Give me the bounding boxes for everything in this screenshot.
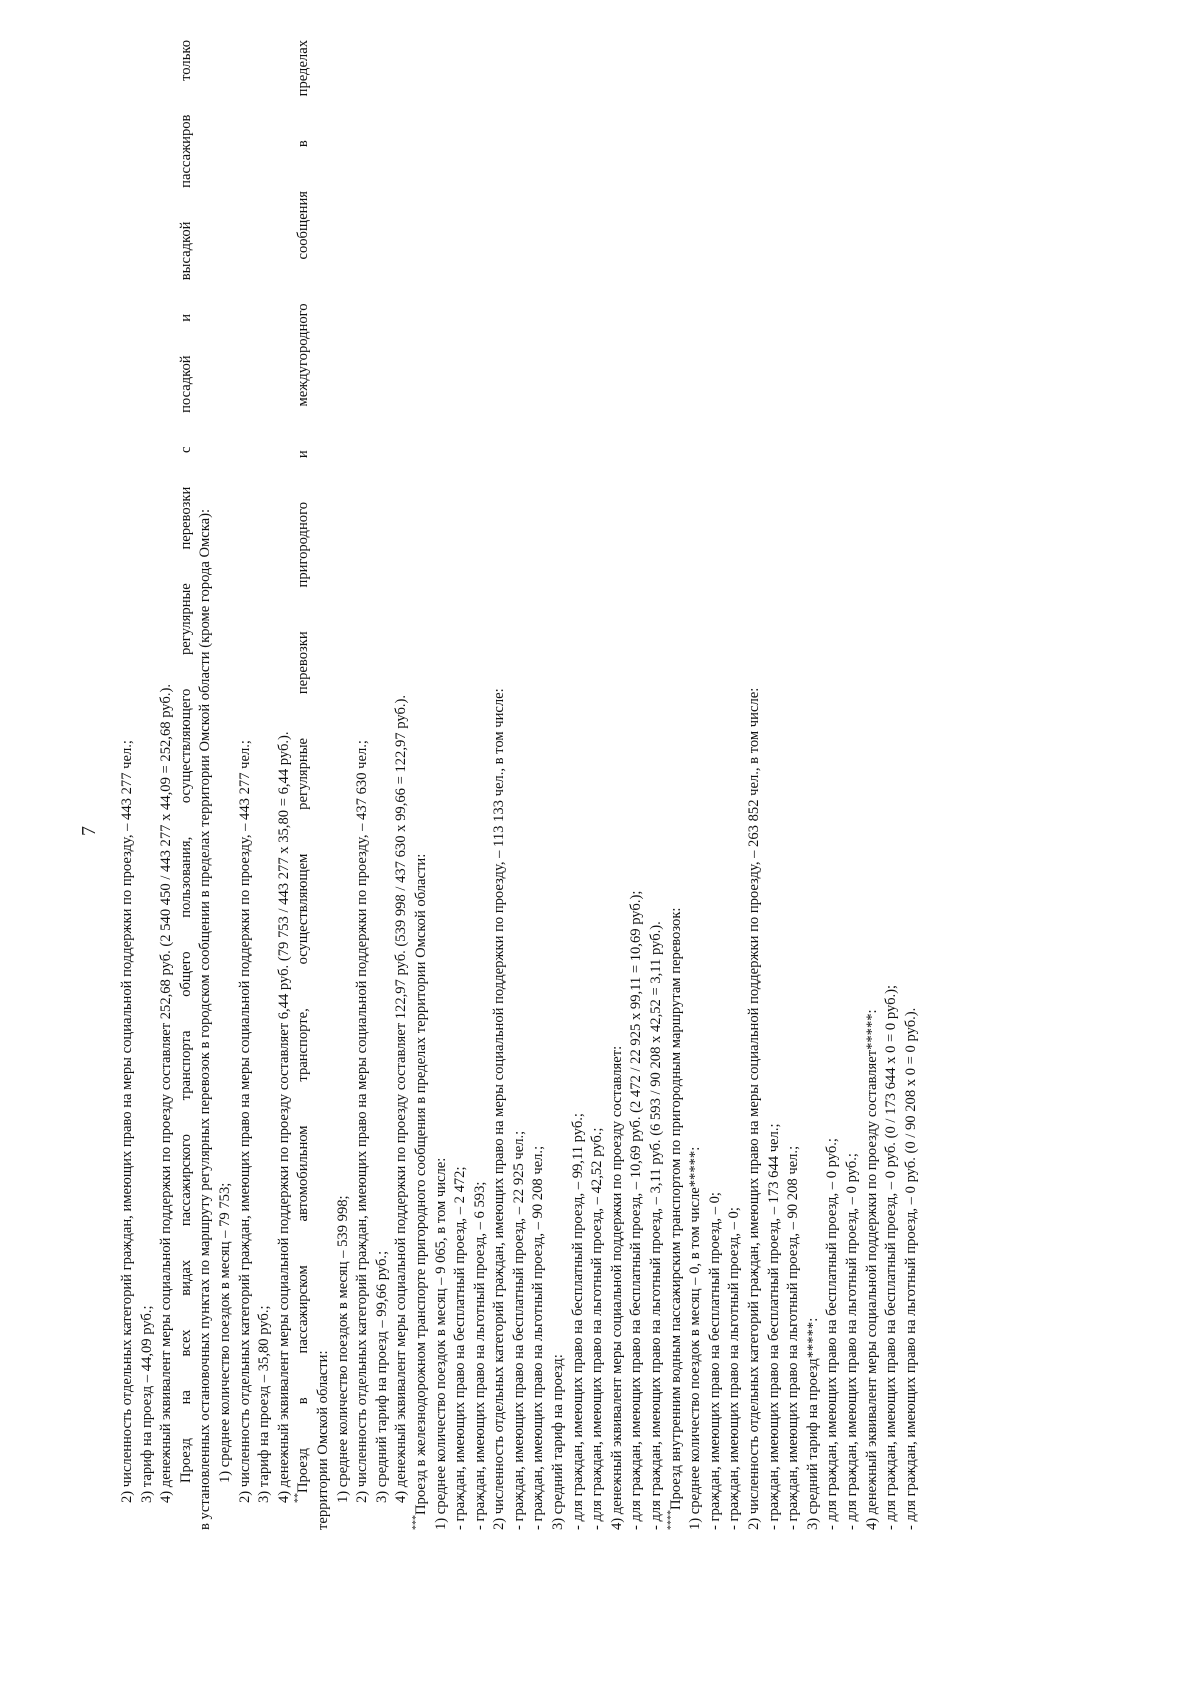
footnote-heading-line bbox=[294, 40, 314, 1530]
line-text: Проезд на всех видах пассажирского транспорта общего пользования, осуществляющего регулярные перевозки с посадкой и высадкой пассажиров только bbox=[177, 40, 194, 1483]
text-line bbox=[275, 40, 295, 1530]
text-line bbox=[471, 40, 491, 1530]
line-text: территории Омской области: bbox=[314, 1350, 331, 1530]
text-line bbox=[823, 40, 843, 1530]
line-text: 3) средний тариф на проезд*****: bbox=[804, 1317, 821, 1530]
text-line bbox=[373, 40, 393, 1530]
text-line bbox=[353, 40, 373, 1530]
line-text: 1) среднее количество поездок в месяц – 0, в том числе*****: bbox=[687, 1146, 704, 1530]
line-text: Проезд внутренним водным пассажирским транспортом по пригородным маршрутам перевозок: bbox=[667, 907, 684, 1510]
document-body bbox=[118, 40, 978, 1530]
text-line bbox=[745, 40, 765, 1530]
line-text: Проезд в железнодорожном транспорте пригородного сообщения в пределах территории Омской области: bbox=[412, 853, 429, 1515]
line-text: Проезд в пассажирском автомобильном транспорте, осуществляющем регулярные перевозки пригородного и междугородного сообщения в пределах bbox=[295, 40, 312, 1493]
line-text: 3) средний тариф на проезд – 99,66 руб.; bbox=[373, 1250, 390, 1503]
footnote-marker: ** bbox=[293, 1493, 305, 1503]
line-text: - граждан, имеющих право на льготный проезд, – 6 593; bbox=[471, 1181, 488, 1530]
line-text: - граждан, имеющих право на бесплатный проезд, – 0; bbox=[706, 1192, 723, 1530]
text-line bbox=[490, 40, 510, 1530]
text-line bbox=[236, 40, 256, 1530]
text-line bbox=[627, 40, 647, 1530]
line-text: 4) денежный эквивалент меры социальной поддержки по проезду составляет 6,44 руб. (79 753 / 443 277 х 35,80 = 6,44 руб.). bbox=[275, 731, 292, 1503]
line-text: - для граждан, имеющих право на льготный проезд, – 0 руб. (0 / 90 208 х 0 = 0 руб.). bbox=[902, 1007, 919, 1530]
text-line bbox=[843, 40, 863, 1530]
line-text: - для граждан, имеющих право на льготный проезд, – 3,11 руб. (6 593 / 90 208 х 42,52 = 3,11 руб.). bbox=[648, 921, 665, 1530]
text-line bbox=[216, 40, 236, 1530]
footnote-marker: *** bbox=[411, 1515, 423, 1530]
text-line bbox=[725, 40, 745, 1530]
footnote-marker: **** bbox=[665, 1510, 677, 1530]
line-text: 1) среднее количество поездок в месяц – 79 753; bbox=[216, 1182, 233, 1483]
text-line bbox=[314, 40, 334, 1530]
text-line bbox=[529, 40, 549, 1530]
line-text: - для граждан, имеющих право на бесплатный проезд, – 0 руб. (0 / 173 644 х 0 = 0 руб.); bbox=[883, 984, 900, 1530]
text-line bbox=[588, 40, 608, 1530]
text-line bbox=[392, 40, 412, 1530]
text-line bbox=[118, 40, 138, 1530]
line-text: 4) денежный эквивалент меры социальной поддержки по проезду составляет*****: bbox=[863, 1009, 880, 1530]
text-line bbox=[138, 40, 158, 1530]
text-line bbox=[686, 40, 706, 1530]
line-text: - для граждан, имеющих право на бесплатный проезд, – 0 руб.; bbox=[824, 1138, 841, 1530]
text-line bbox=[510, 40, 530, 1530]
text-line bbox=[804, 40, 824, 1530]
text-line bbox=[549, 40, 569, 1530]
line-text: - для граждан, имеющих право на бесплатный проезд, – 10,69 руб. (2 472 / 22 925 х 99,11 = 10,69 руб.); bbox=[628, 890, 645, 1530]
text-line bbox=[647, 40, 667, 1530]
line-text: 3) средний тариф на проезд: bbox=[550, 1354, 567, 1530]
line-text: 2) численность отдельных категорий граждан, имеющих право на меры социальной поддержки по проезду, – 437 630 чел.; bbox=[354, 740, 371, 1503]
text-line bbox=[177, 40, 197, 1530]
line-text: - граждан, имеющих право на бесплатный проезд, – 2 472; bbox=[452, 1166, 469, 1530]
text-line bbox=[706, 40, 726, 1530]
text-line bbox=[863, 40, 883, 1530]
line-text: 1) среднее количество поездок в месяц – 539 998; bbox=[334, 1195, 351, 1503]
line-text: 2) численность отдельных категорий граждан, имеющих право на меры социальной поддержки по проезду, – 263 852 чел., в том числе: bbox=[746, 687, 762, 1530]
line-text: 2) численность отдельных категорий граждан, имеющих право на меры социальной поддержки по проезду, – 443 277 чел.; bbox=[236, 740, 253, 1503]
line-text: в установленных остановочных пунктах по маршруту регулярных перевозок в городском сообщении в пределах территории Омской области (кроме города Омска): bbox=[197, 508, 214, 1530]
line-text: 3) тариф на проезд – 44,09 руб.; bbox=[138, 1305, 155, 1503]
text-line bbox=[882, 40, 902, 1530]
line-text: - для граждан, имеющих право на льготный проезд, – 42,52 руб.; bbox=[589, 1127, 606, 1530]
text-line bbox=[157, 40, 177, 1530]
line-text: 1) среднее количество поездок в месяц – 9 065, в том числе: bbox=[432, 1157, 449, 1530]
line-text: 4) денежный эквивалент меры социальной поддержки по проезду составляет 252,68 руб. (2 540 450 / 443 277 х 44,09 = 252,68 руб.). bbox=[158, 684, 175, 1503]
text-line bbox=[432, 40, 452, 1530]
line-text: - граждан, имеющих право на бесплатный проезд, – 22 925 чел.; bbox=[510, 1130, 527, 1530]
text-line bbox=[255, 40, 275, 1530]
text-line bbox=[784, 40, 804, 1530]
text-line bbox=[608, 40, 628, 1530]
text-line bbox=[451, 40, 471, 1530]
text-line bbox=[569, 40, 589, 1530]
line-text: - для граждан, имеющих право на льготный проезд, – 0 руб.; bbox=[843, 1153, 860, 1530]
text-line bbox=[902, 40, 922, 1530]
line-text: - граждан, имеющих право на льготный проезд, – 0; bbox=[726, 1207, 743, 1530]
line-text: - граждан, имеющих право на льготный проезд, – 90 208 чел.; bbox=[530, 1145, 547, 1530]
line-text: - для граждан, имеющих право на бесплатный проезд, – 99,11 руб.; bbox=[569, 1113, 586, 1530]
text-line bbox=[765, 40, 785, 1530]
line-text: 4) денежный эквивалент меры социальной поддержки по проезду составляет: bbox=[608, 1045, 625, 1530]
footnote-heading-line bbox=[412, 40, 432, 1530]
footnote-heading-line bbox=[667, 40, 687, 1530]
line-text: - граждан, имеющих право на бесплатный проезд, – 173 644 чел.; bbox=[765, 1123, 782, 1530]
line-text: - граждан, имеющих право на льготный проезд, – 90 208 чел.; bbox=[785, 1145, 802, 1530]
line-text: 4) денежный эквивалент меры социальной поддержки по проезду составляет 122,97 руб. (539 998 / 437 630 х 99,66 = 122,97 руб.). bbox=[393, 694, 410, 1503]
text-line bbox=[334, 40, 354, 1530]
text-line bbox=[196, 40, 216, 1530]
line-text: 2) численность отдельных категорий граждан, имеющих право на меры социальной поддержки по проезду, – 113 133 чел., в том числе: bbox=[491, 688, 508, 1530]
page-number: 7 bbox=[78, 826, 100, 836]
line-text: 3) тариф на проезд – 35,80 руб.; bbox=[256, 1305, 273, 1503]
line-text: 2) численность отдельных категорий граждан, имеющих право на меры социальной поддержки по проезду, – 443 277 чел.; bbox=[119, 740, 135, 1503]
